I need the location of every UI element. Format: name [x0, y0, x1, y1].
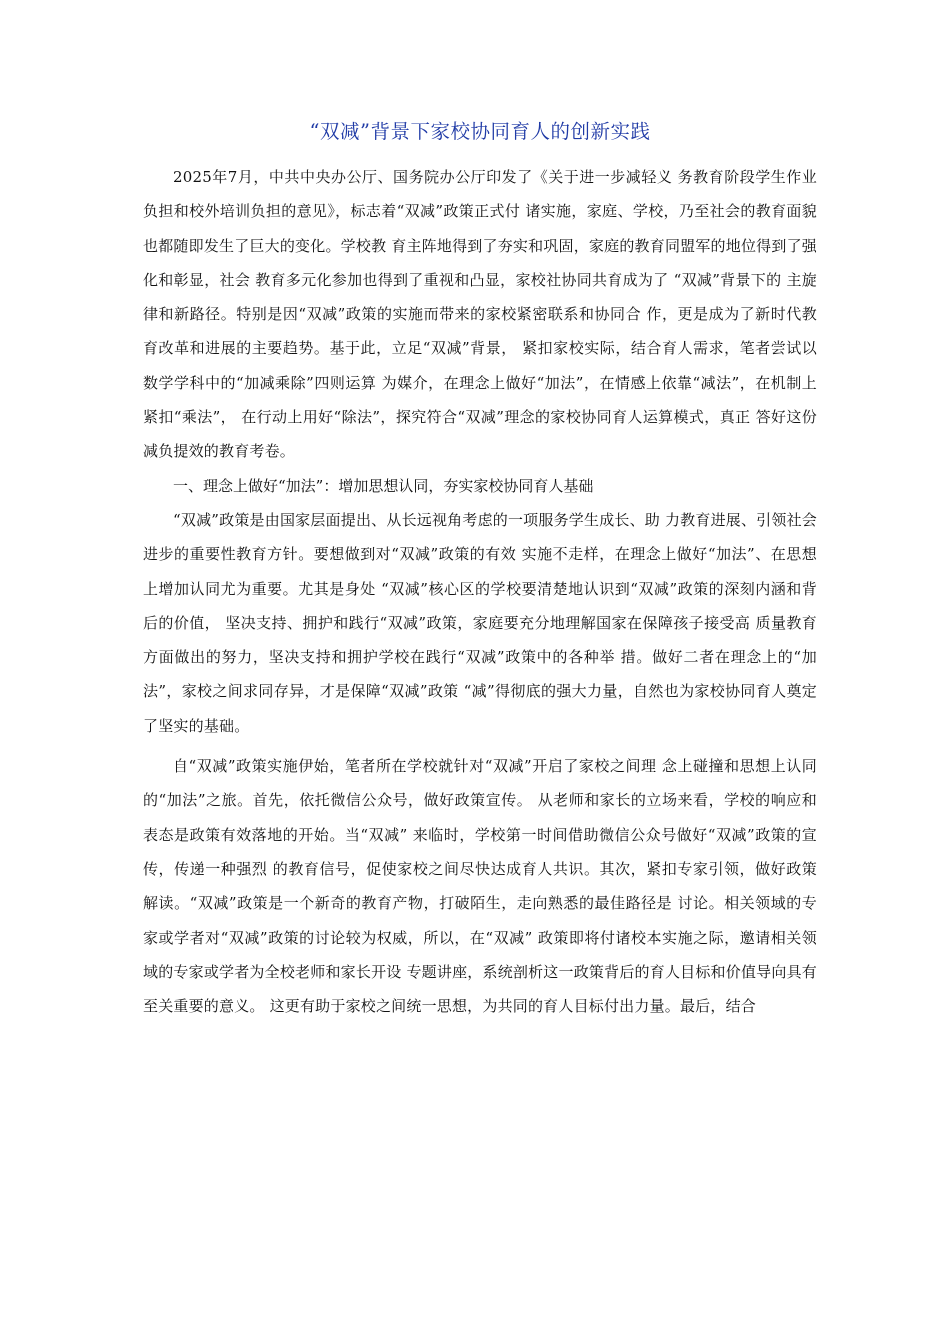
- document-title: “双减”背景下家校协同育人的创新实践: [309, 120, 651, 143]
- body-paragraph-practice: 自“双减”政策实施伊始，笔者所在学校就针对“双减”开启了家校之间理 念上碰撞和思想上认同的“加法”之旅。首先，依托微信公众号，做好政策宣传。 从老师和家长的立场来看，学校的响应和表态是政策有效落地的开始。当“双减” 来临时，学校第一时间借助微信公众号做好“双减”政策的宣传，传递一种强烈 的教育信号，促使家校之间尽快达成育人共识。其次，紧扣专家引领，做好政策 解读。“双减”政策是一个新奇的教育产物，打破陌生，走向熟悉的最佳路径是 讨论。相关领域的专家或学者对“双减”政策的讨论较为权威，所以，在“双减” 政策即将付诸校本实施之际，邀请相关领域的专家或学者为全校老师和家长开设 专题讲座，系统剖析这一政策背后的育人目标和价值导向具有至关重要的意义。 这更有助于家校之间统一思想，为共同的育人目标付出力量。最后，结合: [143, 757, 817, 1016]
- document-page: [143, 112, 817, 1023]
- body-paragraph-concept: “双减”政策是由国家层面提出、从长远视角考虑的一项服务学生成长、助 力教育进展、引领社会进步的重要性教育方针。要想做到对“双减”政策的有效 实施不走样，在理念上做好“加法”、在思想上增加认同尤为重要。尤其是身处 “双减”核心区的学校要清楚地认识到“双减”政策的深刻内涵和背后的价值， 坚决支持、拥护和践行“双减”政策，家庭要充分地理解国家在保障孩子接受高 质量教育方面做出的努力，坚决支持和拥护学校在践行“双减”政策中的各种举 措。做好二者在理念上的“加法”，家校之间求同存异，才是保障“双减”政策 “减”得彻底的强大力量，自然也为家校协同育人奠定了坚实的基础。: [143, 510, 817, 735]
- section-heading-1: 一、理念上做好“加法”：增加思想认同，夯实家校协同育人基础: [173, 476, 594, 495]
- body-paragraph-intro: 2025年7月，中共中央办公厅、国务院办公厅印发了《关于进一步减轻义 务教育阶段学生作业负担和校外培训负担的意见》，标志着“双减”政策正式付 诸实施，家庭、学校，乃至社会的教育面貌也都随即发生了巨大的变化。学校教 育主阵地得到了夯实和巩固，家庭的教育同盟军的地位得到了强化和彰显，社会 教育多元化参加也得到了重视和凸显，家校社协同共育成为了 “双减”背景下的 主旋律和新路径。特别是因“双减”政策的实施而带来的家校紧密联系和协同合 作，更是成为了新时代教育改革和进展的主要趋势。基于此，立足“双减”背景， 紧扣家校实际，结合育人需求，笔者尝试以数学学科中的“加减乘除”四则运算 为媒介，在理念上做好“加法”，在情感上依靠“减法”，在机制上紧扣“乘法”， 在行动上用好“除法”，探究符合“双减”理念的家校协同育人运算模式，真正 答好这份减负提效的教育考卷。: [143, 168, 817, 461]
